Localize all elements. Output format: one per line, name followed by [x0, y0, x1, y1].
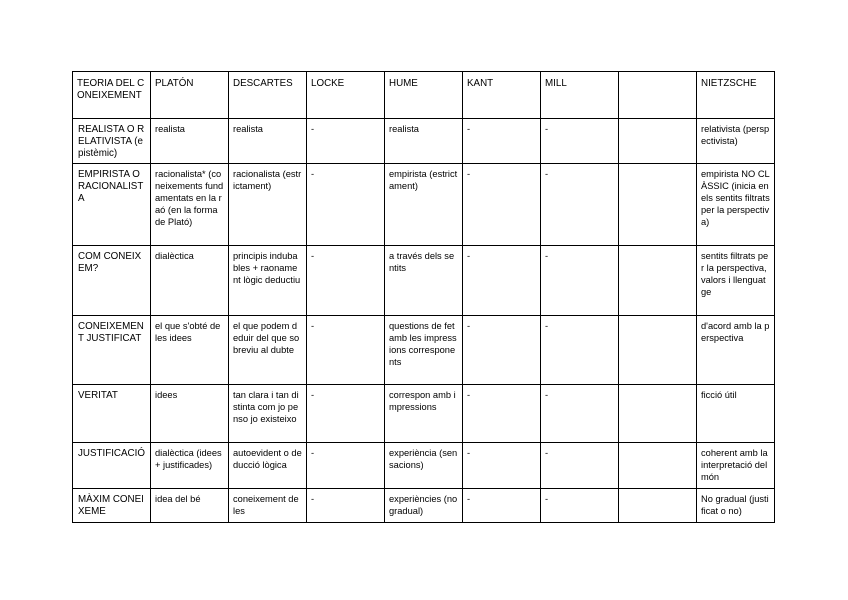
table-cell: coherent amb la interpretació del món — [697, 443, 775, 489]
header-cell: HUME — [385, 72, 463, 119]
table-cell: dialèctica (idees + justificades) — [151, 443, 229, 489]
table-cell: experiències (no gradual) — [385, 489, 463, 523]
table-row — [73, 385, 775, 443]
table-cell: - — [463, 246, 541, 316]
table-cell: - — [541, 246, 619, 316]
table-cell: - — [307, 385, 385, 443]
table-cell: a través dels sentits — [385, 246, 463, 316]
table-cell: correspon amb impressions — [385, 385, 463, 443]
table-cell: principis indubables + raonament lògic deductiu — [229, 246, 307, 316]
header-row — [73, 72, 775, 119]
header-cell: LOCKE — [307, 72, 385, 119]
table-cell: - — [307, 489, 385, 523]
table-cell: el que s'obté de les idees — [151, 316, 229, 385]
table-cell: coneixement de les — [229, 489, 307, 523]
table-cell: realista — [229, 119, 307, 164]
table-cell: idees — [151, 385, 229, 443]
table-cell: relativista (perspectivista) — [697, 119, 775, 164]
table-cell — [619, 316, 697, 385]
table-cell: - — [541, 385, 619, 443]
table-cell: - — [463, 119, 541, 164]
table-cell: - — [307, 316, 385, 385]
table-cell — [619, 443, 697, 489]
table-cell: - — [307, 246, 385, 316]
table-cell: - — [463, 164, 541, 246]
header-cell: DESCARTES — [229, 72, 307, 119]
table-cell: ficció útil — [697, 385, 775, 443]
row-label: EMPIRISTA O RACIONALISTA — [73, 164, 151, 246]
row-label: MÀXIM CONEIXEME — [73, 489, 151, 523]
table-cell — [619, 489, 697, 523]
table-cell: d'acord amb la perspectiva — [697, 316, 775, 385]
header-cell: NIETZSCHE — [697, 72, 775, 119]
table-cell: sentits filtrats per la perspectiva, valors i llenguatge — [697, 246, 775, 316]
table-cell: - — [541, 119, 619, 164]
table-cell: - — [307, 443, 385, 489]
table-cell: empirista (estrictament) — [385, 164, 463, 246]
header-cell: KANT — [463, 72, 541, 119]
table-cell: racionalista (estrictament) — [229, 164, 307, 246]
table-row — [73, 316, 775, 385]
table-row — [73, 489, 775, 523]
table-cell: idea del bé — [151, 489, 229, 523]
table-cell — [619, 385, 697, 443]
table-cell: el que podem deduir del que sobreviu al dubte — [229, 316, 307, 385]
table-cell: - — [307, 164, 385, 246]
table-cell: autoevident o deducció lògica — [229, 443, 307, 489]
row-label: CONEIXEMENT JUSTIFICAT — [73, 316, 151, 385]
table-row — [73, 246, 775, 316]
table-row — [73, 164, 775, 246]
table-cell — [619, 164, 697, 246]
table-cell: - — [463, 443, 541, 489]
table-cell: realista — [385, 119, 463, 164]
row-label: COM CONEIXEM? — [73, 246, 151, 316]
table-cell: - — [541, 443, 619, 489]
table-cell: - — [463, 489, 541, 523]
table-row — [73, 119, 775, 164]
header-cell: MILL — [541, 72, 619, 119]
row-label: REALISTA O RELATIVISTA (epistèmic) — [73, 119, 151, 164]
table-cell: realista — [151, 119, 229, 164]
table-cell: dialèctica — [151, 246, 229, 316]
header-cell: PLATÓN — [151, 72, 229, 119]
knowledge-theory-table — [72, 71, 775, 523]
table-cell: questions de fet amb les impressions corresponents — [385, 316, 463, 385]
table-cell: - — [307, 119, 385, 164]
table-cell: - — [463, 385, 541, 443]
table-cell: experiència (sensacions) — [385, 443, 463, 489]
table-cell — [619, 246, 697, 316]
table-cell: tan clara i tan distinta com jo penso jo existeixo — [229, 385, 307, 443]
table-cell: - — [541, 489, 619, 523]
row-label: VERITAT — [73, 385, 151, 443]
table-cell: racionalista* (coneixements fundamentats en la raó (en la forma de Plató) — [151, 164, 229, 246]
table-cell — [619, 119, 697, 164]
table-cell: - — [541, 316, 619, 385]
table-cell: - — [463, 316, 541, 385]
table-cell: - — [541, 164, 619, 246]
header-cell: TEORIA DEL CONEIXEMENT — [73, 72, 151, 119]
header-cell — [619, 72, 697, 119]
table-row — [73, 443, 775, 489]
table-cell: empirista NO CLÀSSIC (inicia en els sentits filtrats per la perspectiva) — [697, 164, 775, 246]
table-cell: No gradual (justificat o no) — [697, 489, 775, 523]
row-label: JUSTIFICACIÓ — [73, 443, 151, 489]
